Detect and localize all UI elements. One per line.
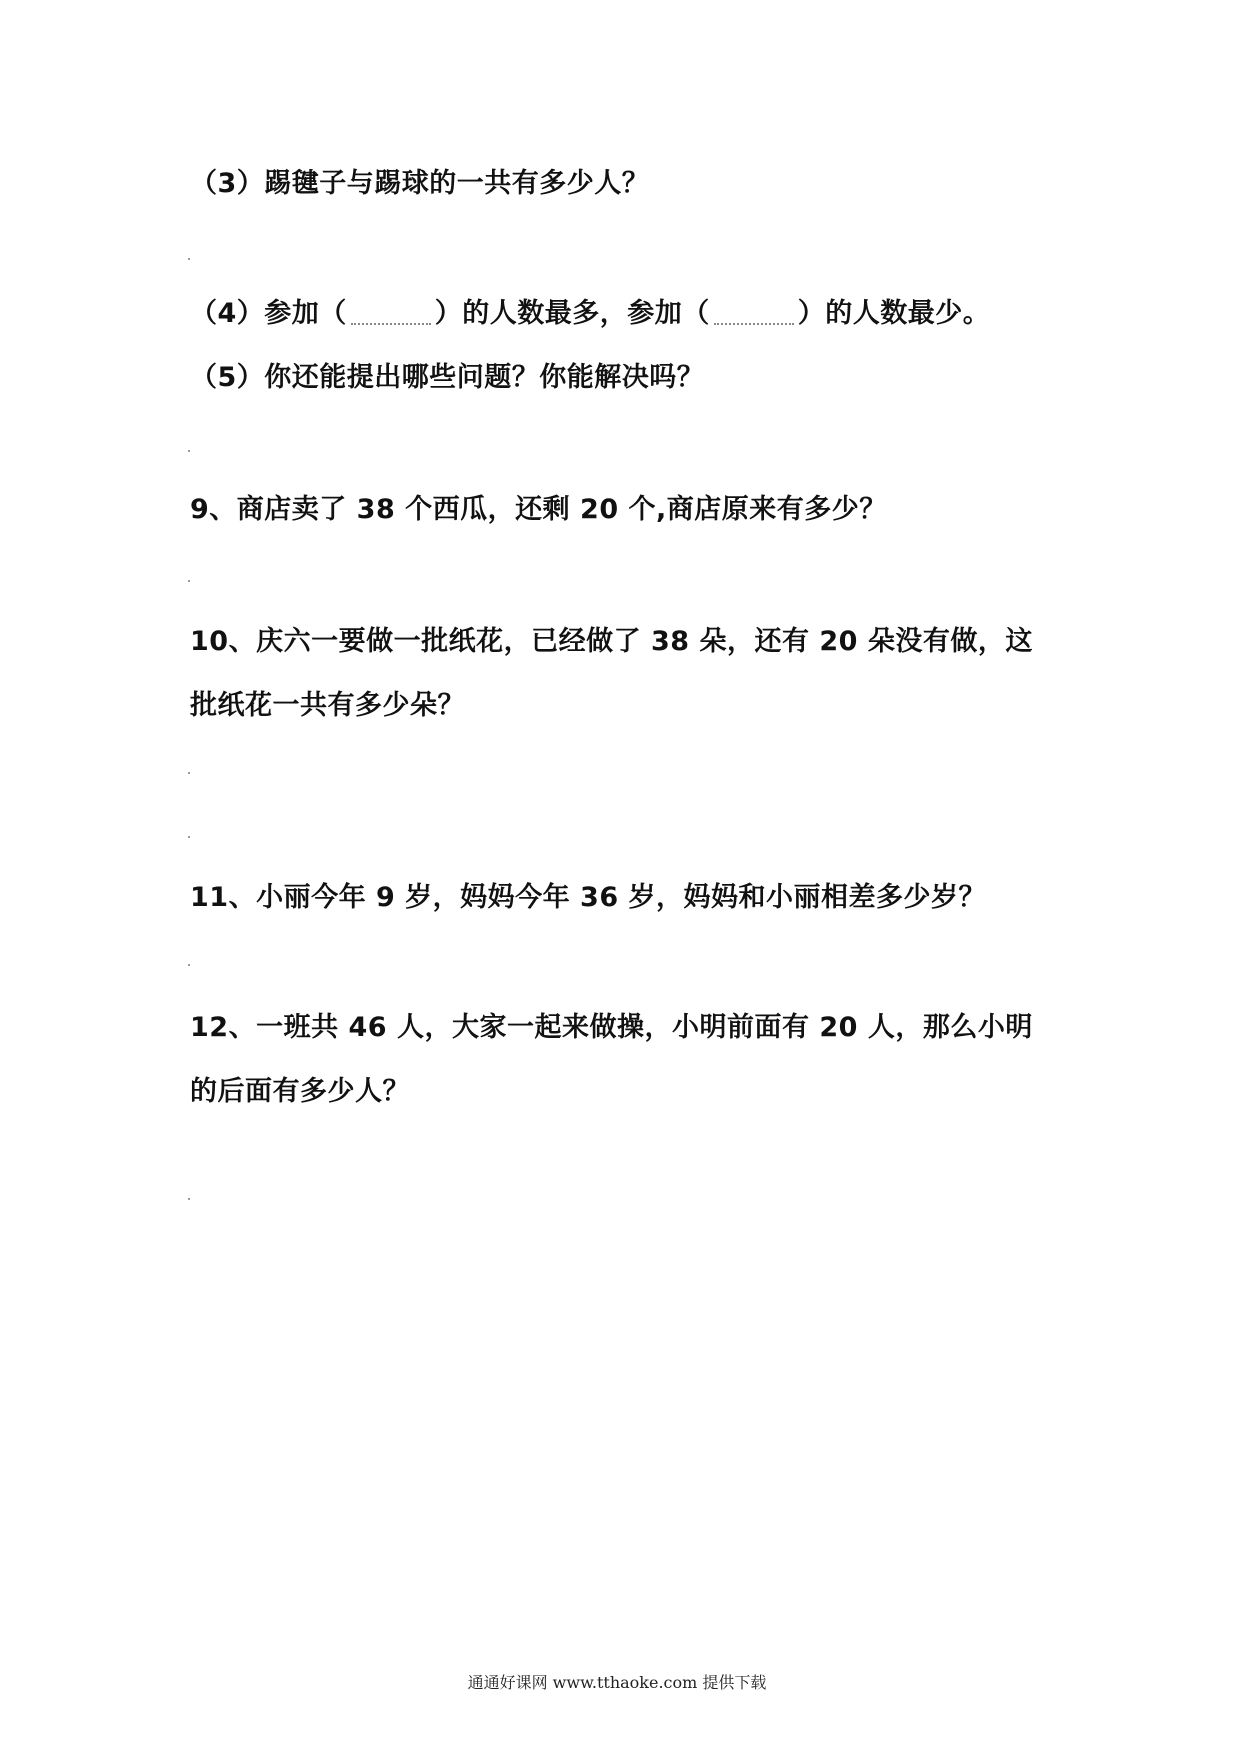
question-8-4	[190, 296, 990, 332]
question-12-line-2: 的后面有多少人？	[190, 1076, 410, 1107]
scan-mark	[188, 964, 190, 966]
footer-source: 通通好课网 www.tthaoke.com 提供下载	[467, 1673, 767, 1692]
question-8-3: （3）踢毽子与踢球的一共有多少人？	[190, 168, 650, 199]
question-12-line-1: 12、一班共 46 人，大家一起来做操，小明前面有 20 人，那么小明	[190, 1012, 1033, 1043]
scan-mark	[188, 258, 190, 260]
question-9: 9、商店卖了 38 个西瓜，还剩 20 个,商店原来有多少？	[190, 494, 887, 525]
question-10-line-2: 批纸花一共有多少朵？	[190, 690, 465, 721]
question-11: 11、小丽今年 9 岁，妈妈今年 36 岁，妈妈和小丽相差多少岁？	[190, 882, 987, 913]
scan-mark	[188, 450, 190, 452]
scan-mark	[188, 1198, 190, 1200]
question-8-4-part3: ）的人数最少。	[797, 298, 991, 329]
answer-blank-least[interactable]	[714, 305, 794, 325]
scan-mark	[188, 772, 190, 774]
scan-mark	[188, 580, 190, 582]
question-8-4-part1: （4）参加（	[190, 298, 347, 329]
answer-blank-most[interactable]	[351, 305, 431, 325]
scan-mark	[188, 836, 190, 838]
question-8-4-part2: ）的人数最多，参加（	[434, 298, 710, 329]
question-8-5: （5）你还能提出哪些问题？你能解决吗？	[190, 362, 705, 393]
question-10-line-1: 10、庆六一要做一批纸花，已经做了 38 朵，还有 20 朵没有做，这	[190, 626, 1033, 657]
